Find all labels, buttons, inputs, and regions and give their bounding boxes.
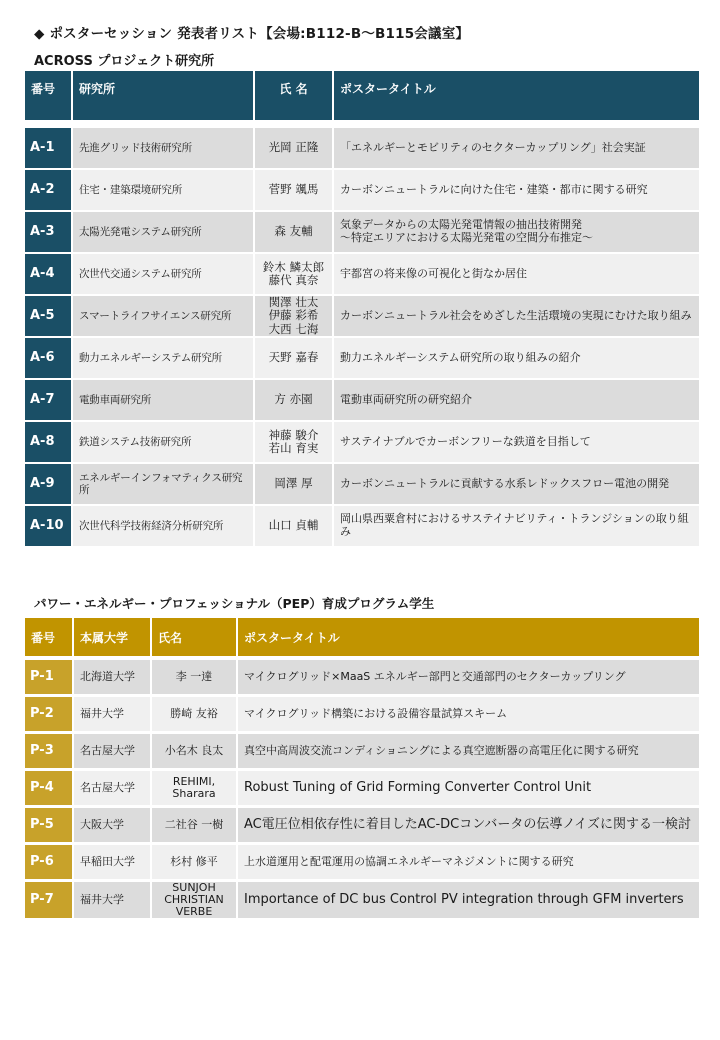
across-institute-cell: 鉄道システム技術研究所 (73, 422, 255, 464)
table-row (25, 296, 699, 338)
across-table (25, 71, 699, 548)
across-number-cell: A-10 (25, 506, 73, 548)
table-row (25, 808, 699, 845)
across-title-cell: 気象データからの太陽光発電情報の抽出技術開発 ～特定エリアにおける太陽光発電の空間分布推定～ (334, 212, 699, 254)
pep-table (25, 618, 699, 921)
across-name-cell: 関澤 壮太 伊藤 彩希 大西 七海 (255, 296, 334, 338)
table-row (25, 771, 699, 808)
table-row (25, 338, 699, 380)
across-institute-cell: 太陽光発電システム研究所 (73, 212, 255, 254)
across-title-cell: カーボンニュートラルに貢献する水系レドックスフロー電池の開発 (334, 464, 699, 506)
table-row (25, 128, 699, 170)
across-title-cell: 宇都宮の将来像の可視化と街なか居住 (334, 254, 699, 296)
table-row (25, 506, 699, 548)
table-row (25, 254, 699, 296)
across-name-cell: 山口 貞輔 (255, 506, 334, 548)
table-row (25, 660, 699, 697)
across-table-header (25, 71, 699, 120)
pep-number-cell: P-5 (25, 808, 74, 845)
pep-university-cell: 北海道大学 (74, 660, 152, 697)
across-name-cell: 神藤 駿介 若山 育実 (255, 422, 334, 464)
pep-university-cell: 名古屋大学 (74, 771, 152, 808)
pep-university-cell: 福井大学 (74, 697, 152, 734)
table-row (25, 734, 699, 771)
across-institute-cell: スマートライフサイエンス研究所 (73, 296, 255, 338)
column-header: 本属大学 (74, 618, 152, 660)
across-number-cell: A-3 (25, 212, 73, 254)
pep-table-header (25, 618, 699, 660)
table-row (25, 212, 699, 254)
across-number-cell: A-9 (25, 464, 73, 506)
across-institute-cell: エネルギーインフォマティクス研究所 (73, 464, 255, 506)
across-name-cell: 鈴木 鱗太郎 藤代 真奈 (255, 254, 334, 296)
pep-name-cell: 勝崎 友裕 (152, 697, 238, 734)
across-number-cell: A-4 (25, 254, 73, 296)
across-number-cell: A-2 (25, 170, 73, 212)
across-title-cell: カーボンニュートラルに向けた住宅・建築・都市に関する研究 (334, 170, 699, 212)
pep-title-cell: マイクログリッド構築における設備容量試算スキーム (238, 697, 699, 734)
across-institute-cell: 次世代科学技術経済分析研究所 (73, 506, 255, 548)
across-title-cell: カーボンニュートラル社会をめざした生活環境の実現にむけた取り組み (334, 296, 699, 338)
pep-number-cell: P-2 (25, 697, 74, 734)
across-institute-cell: 電動車両研究所 (73, 380, 255, 422)
page-title: ◆ ポスターセッション 発表者リスト【会場:B112-B～B115会議室】 (34, 26, 470, 42)
across-title-cell: 「エネルギーとモビリティのセクターカップリング」社会実証 (334, 128, 699, 170)
across-name-cell: 菅野 颯馬 (255, 170, 334, 212)
across-section-title: ACROSS プロジェクト研究所 (34, 54, 215, 69)
pep-name-cell: 小名木 良太 (152, 734, 238, 771)
across-title-cell: 動力エネルギーシステム研究所の取り組みの紹介 (334, 338, 699, 380)
table-row (25, 422, 699, 464)
across-number-cell: A-6 (25, 338, 73, 380)
across-name-cell: 方 亦園 (255, 380, 334, 422)
pep-name-cell: 二社谷 一樹 (152, 808, 238, 845)
across-number-cell: A-7 (25, 380, 73, 422)
column-header: 氏名 (152, 618, 238, 660)
across-number-cell: A-1 (25, 128, 73, 170)
pep-university-cell: 大阪大学 (74, 808, 152, 845)
across-number-cell: A-5 (25, 296, 73, 338)
across-title-cell: 電動車両研究所の研究紹介 (334, 380, 699, 422)
pep-name-cell: 李 一達 (152, 660, 238, 697)
pep-number-cell: P-3 (25, 734, 74, 771)
across-number-cell: A-8 (25, 422, 73, 464)
across-name-cell: 光岡 正隆 (255, 128, 334, 170)
across-institute-cell: 住宅・建築環境研究所 (73, 170, 255, 212)
across-institute-cell: 次世代交通システム研究所 (73, 254, 255, 296)
table-row (25, 697, 699, 734)
table-row (25, 380, 699, 422)
table-row (25, 170, 699, 212)
column-header: ポスタータイトル (334, 71, 699, 120)
table-row (25, 882, 699, 921)
across-institute-cell: 動力エネルギーシステム研究所 (73, 338, 255, 380)
across-name-cell: 天野 嘉春 (255, 338, 334, 380)
pep-title-cell: Importance of DC bus Control PV integration through GFM inverters (238, 882, 699, 921)
across-title-cell: 岡山県西粟倉村におけるサステイナビリティ・トランジションの取り組み (334, 506, 699, 548)
column-header: ポスタータイトル (238, 618, 699, 660)
pep-number-cell: P-4 (25, 771, 74, 808)
pep-number-cell: P-7 (25, 882, 74, 921)
table-row (25, 464, 699, 506)
across-institute-cell: 先進グリッド技術研究所 (73, 128, 255, 170)
across-name-cell: 森 友輔 (255, 212, 334, 254)
pep-university-cell: 福井大学 (74, 882, 152, 921)
pep-title-cell: 真空中高周波交流コンディショニングによる真空遮断器の高電圧化に関する研究 (238, 734, 699, 771)
column-header: 番号 (25, 71, 73, 120)
pep-title-cell: Robust Tuning of Grid Forming Converter Control Unit (238, 771, 699, 808)
table-row (25, 845, 699, 882)
pep-section-title: パワー・エネルギー・プロフェッショナル（PEP）育成プログラム学生 (34, 596, 435, 611)
pep-title-cell: マイクログリッド×MaaS エネルギー部門と交通部門のセクターカップリング (238, 660, 699, 697)
pep-name-cell: 杉村 修平 (152, 845, 238, 882)
pep-university-cell: 名古屋大学 (74, 734, 152, 771)
across-title-cell: サステイナブルでカーボンフリーな鉄道を目指して (334, 422, 699, 464)
column-header: 研究所 (73, 71, 255, 120)
pep-title-cell: 上水道運用と配電運用の協調エネルギーマネジメントに関する研究 (238, 845, 699, 882)
pep-title-cell: AC電圧位相依存性に着目したAC-DCコンバータの伝導ノイズに関する一検討 (238, 808, 699, 845)
pep-number-cell: P-1 (25, 660, 74, 697)
pep-university-cell: 早稲田大学 (74, 845, 152, 882)
pep-name-cell: SUNJOH CHRISTIAN VERBE (152, 882, 238, 921)
column-header: 氏 名 (255, 71, 334, 120)
pep-number-cell: P-6 (25, 845, 74, 882)
across-name-cell: 岡澤 厚 (255, 464, 334, 506)
pep-name-cell: REHIMI, Sharara (152, 771, 238, 808)
column-header: 番号 (25, 618, 74, 660)
